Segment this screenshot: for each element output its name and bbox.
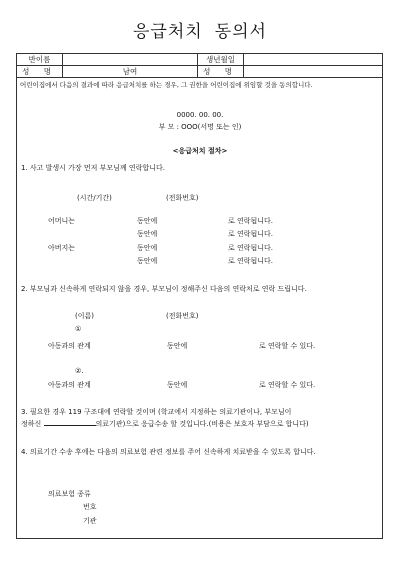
- contact-1-relation-label: 아동과의 관계: [48, 342, 91, 350]
- contact-2-reach: 로 연락할 수 있다.: [259, 381, 316, 389]
- column-name-header: (이름): [75, 312, 94, 320]
- consent-statement: 어린이집에서 다음의 결과에 따라 응급처치를 하는 경우, 그 권한을 어린이집에 위임할 것을 동의합니다.: [20, 81, 313, 89]
- contact-2-during: 동안에: [167, 381, 188, 389]
- dob-label: 생년월일: [198, 54, 244, 66]
- parent-name-label: 성 명: [198, 66, 244, 78]
- parent-name-field[interactable]: [244, 66, 383, 78]
- mother-label: 어머니는: [48, 217, 76, 225]
- gender-field[interactable]: 남여: [63, 66, 198, 78]
- header-row-1: [17, 54, 383, 66]
- contact-1-reach: 로 연락할 수 있다.: [259, 342, 316, 350]
- item-3-text-line-1: 3. 필요한 경우 119 구조대에 연락할 것이며 (학교에서 지정하는 의료기관이나, 부모님이: [21, 408, 292, 416]
- consent-date: 0000. 00. 00.: [176, 111, 224, 119]
- header-info-table: [16, 53, 383, 78]
- class-name-label: 반이름: [17, 54, 63, 66]
- child-name-label: 성 명: [17, 66, 63, 78]
- dob-field[interactable]: [244, 54, 383, 66]
- father-during-2: 동안에: [137, 257, 158, 265]
- parent-signature-line: 부 모 : OOO(서명 또는 인): [158, 123, 242, 131]
- header-row-2: [17, 66, 383, 78]
- father-label: 아버지는: [48, 244, 76, 252]
- title-part-1: 응급처치: [133, 22, 203, 42]
- item-3-prefix: 정하신: [21, 420, 42, 428]
- insurance-org-label: 기관: [83, 517, 97, 525]
- item-3-suffix: 의료기관)으로 응급수송 할 것입니다.(비용은 보호자 부담으로 합니다): [95, 420, 309, 428]
- class-name-field[interactable]: [63, 54, 198, 66]
- contact-2-marker: ②.: [75, 367, 84, 375]
- item-2-text: 2. 부모님과 신속하게 연락되지 않을 경우, 부모님이 정해주신 다음의 연락처로 연락 드립니다.: [21, 285, 307, 293]
- item-4-text: 4. 의료기간 수송 후에는 다음의 의료보험 관련 정보를 주어 신속하게 치료받을 수 있도록 합니다.: [21, 448, 316, 456]
- father-reach-2: 로 연락됩니다.: [228, 257, 274, 265]
- father-during-1: 동안에: [137, 244, 158, 252]
- column-phone-header: (전화번호): [166, 194, 199, 202]
- hospital-name-blank[interactable]: [44, 419, 96, 426]
- father-reach-1: 로 연락됩니다.: [228, 244, 274, 252]
- contact-1-marker: ①: [75, 325, 82, 333]
- column-phone-header-2: (전화번호): [166, 312, 199, 320]
- document-title: [0, 17, 400, 42]
- insurance-type-label: 의료보험 종류: [48, 490, 91, 498]
- mother-reach-2: 로 연락됩니다.: [228, 230, 274, 238]
- insurance-number-label: 번호: [83, 503, 97, 511]
- procedure-heading: <응급처치 절차>: [172, 147, 228, 155]
- column-time-header: (시간/기간): [77, 194, 112, 202]
- contact-1-during: 동안에: [167, 342, 188, 350]
- contact-2-relation-label: 아동과의 관계: [48, 381, 91, 389]
- item-3-text-line-2: [21, 419, 309, 429]
- mother-during-2: 동안에: [137, 230, 158, 238]
- item-1-text: 1. 사고 발생시 가장 먼저 부모님께 연락합니다.: [21, 164, 165, 172]
- mother-reach-1: 로 연락됩니다.: [228, 217, 274, 225]
- mother-during-1: 동안에: [137, 217, 158, 225]
- title-part-2: 동의서: [214, 22, 267, 42]
